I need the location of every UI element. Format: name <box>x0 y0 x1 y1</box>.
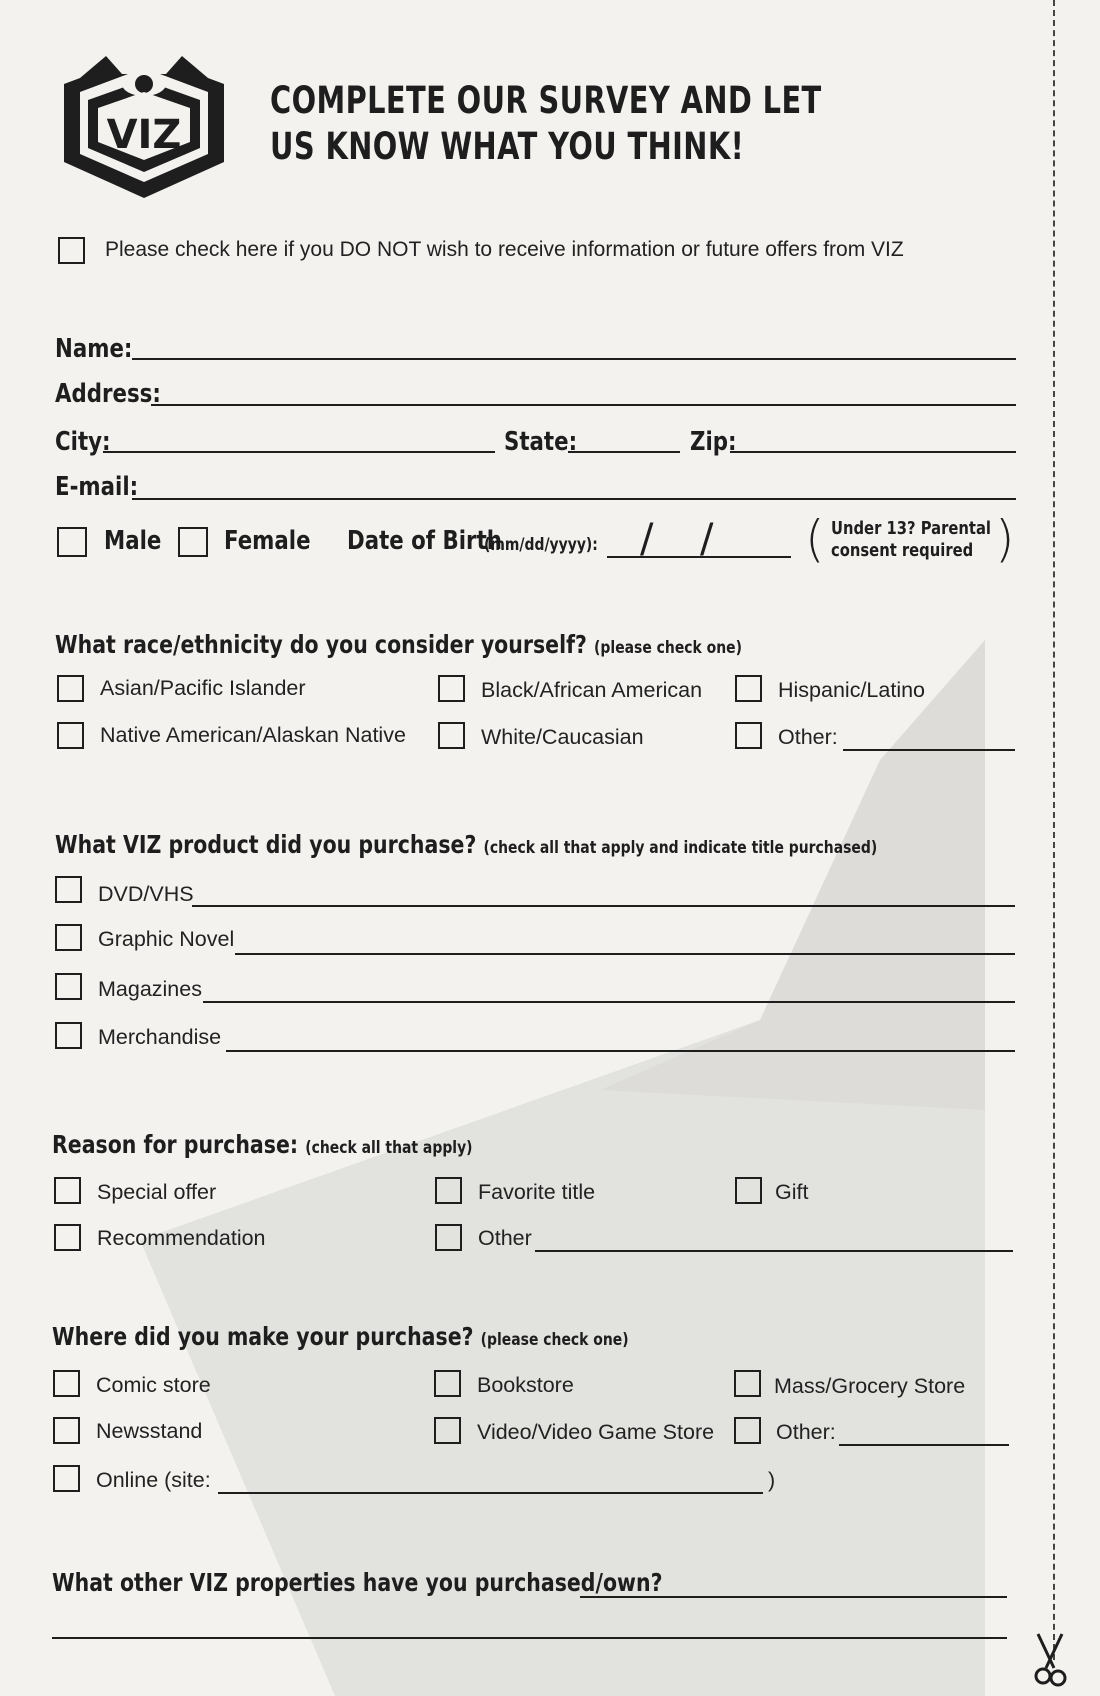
state-field[interactable] <box>568 451 680 453</box>
product-label-graphic-novel: Graphic Novel <box>98 927 235 951</box>
race-checkbox-white[interactable] <box>438 722 465 749</box>
where-other-field[interactable] <box>839 1444 1009 1446</box>
optout-label: Please check here if you DO NOT wish to receive information or future offers from VIZ <box>105 238 904 261</box>
reason-checkbox-special-offer[interactable] <box>54 1177 81 1204</box>
reason-checkbox-favorite-title[interactable] <box>435 1177 462 1204</box>
consent-note-line1: Under 13? Parental <box>831 518 991 539</box>
reason-other-field[interactable] <box>535 1250 1013 1252</box>
dob-separator-2: / <box>700 516 714 562</box>
product-checkbox-dvd[interactable] <box>55 876 82 903</box>
male-checkbox[interactable] <box>57 527 87 557</box>
address-field[interactable] <box>151 404 1016 406</box>
race-hint: (please check one) <box>594 638 743 658</box>
optout-checkbox[interactable] <box>58 237 85 264</box>
properties-field-1[interactable] <box>580 1596 1007 1598</box>
address-label: Address: <box>55 379 161 409</box>
race-label-black: Black/African American <box>481 678 703 702</box>
product-label-magazines: Magazines <box>98 977 202 1001</box>
city-label: City: <box>55 427 111 457</box>
reason-label-recommendation: Recommendation <box>97 1226 266 1250</box>
viz-logo <box>58 44 230 202</box>
email-field[interactable] <box>132 498 1016 500</box>
reason-question <box>52 1130 473 1159</box>
product-label-merchandise: Merchandise <box>98 1025 222 1049</box>
race-checkbox-asian[interactable] <box>57 675 84 702</box>
where-hint: (please check one) <box>480 1330 629 1350</box>
reason-hint: (check all that apply) <box>305 1138 473 1158</box>
race-label-other: Other: <box>778 725 838 749</box>
product-question-text: What VIZ product did you purchase? <box>55 830 477 859</box>
race-label-white: White/Caucasian <box>481 725 644 749</box>
where-online-close-paren: ) <box>768 1468 776 1492</box>
reason-label-gift: Gift <box>775 1180 809 1204</box>
race-label-hispanic: Hispanic/Latino <box>778 678 926 702</box>
consent-note-line2: consent required <box>831 540 974 561</box>
where-label-newsstand: Newsstand <box>96 1419 203 1443</box>
race-checkbox-native[interactable] <box>57 722 84 749</box>
race-checkbox-other[interactable] <box>735 722 762 749</box>
where-label-bookstore: Bookstore <box>477 1373 574 1397</box>
where-label-online: Online (site: <box>96 1468 211 1492</box>
name-label: Name: <box>55 334 133 364</box>
product-question <box>55 830 877 859</box>
properties-question: What other VIZ properties have you purchased/own? <box>52 1568 663 1597</box>
scissors-icon <box>1030 1632 1070 1690</box>
where-label-mass-grocery: Mass/Grocery Store <box>774 1374 966 1398</box>
product-checkbox-magazines[interactable] <box>55 973 82 1000</box>
state-label: State: <box>504 427 578 457</box>
dob-separator-1: / <box>640 516 654 562</box>
cut-line <box>1053 0 1055 1660</box>
product-merchandise-title-field[interactable] <box>226 1050 1015 1052</box>
race-question-text: What race/ethnicity do you consider yourself? <box>55 630 587 659</box>
race-other-field[interactable] <box>843 749 1015 751</box>
race-question <box>55 630 742 659</box>
where-label-other: Other: <box>776 1420 836 1444</box>
where-checkbox-newsstand[interactable] <box>53 1417 80 1444</box>
reason-label-other: Other <box>478 1226 532 1250</box>
product-checkbox-graphic-novel[interactable] <box>55 924 82 951</box>
zip-field[interactable] <box>730 451 1016 453</box>
dob-label: Date of Birth <box>347 526 502 556</box>
survey-title-line1: COMPLETE OUR SURVEY AND LET <box>270 79 822 122</box>
race-label-native: Native American/Alaskan Native <box>100 723 406 747</box>
city-field[interactable] <box>103 451 495 453</box>
reason-question-text: Reason for purchase: <box>52 1130 299 1159</box>
race-label-asian: Asian/Pacific Islander <box>100 676 306 700</box>
where-checkbox-online[interactable] <box>53 1465 80 1492</box>
reason-label-favorite-title: Favorite title <box>478 1180 596 1204</box>
product-magazines-title-field[interactable] <box>203 1001 1015 1003</box>
where-question <box>52 1322 629 1351</box>
female-label: Female <box>224 526 311 556</box>
zip-label: Zip: <box>690 427 737 457</box>
survey-title-line2: US KNOW WHAT YOU THINK! <box>270 125 745 168</box>
female-checkbox[interactable] <box>178 527 208 557</box>
male-label: Male <box>104 526 162 556</box>
dob-format-hint: (mm/dd/yyyy): <box>484 535 598 555</box>
dob-field[interactable] <box>607 556 791 558</box>
where-label-video-store: Video/Video Game Store <box>477 1420 715 1444</box>
product-dvd-title-field[interactable] <box>192 905 1015 907</box>
reason-checkbox-recommendation[interactable] <box>54 1224 81 1251</box>
product-graphic-novel-title-field[interactable] <box>235 953 1015 955</box>
consent-paren-left: ( <box>805 510 825 568</box>
where-checkbox-mass-grocery[interactable] <box>734 1370 761 1397</box>
where-checkbox-video-store[interactable] <box>434 1417 461 1444</box>
name-field[interactable] <box>132 358 1016 360</box>
product-label-dvd: DVD/VHS <box>98 882 194 906</box>
race-checkbox-hispanic[interactable] <box>735 675 762 702</box>
reason-checkbox-other[interactable] <box>435 1224 462 1251</box>
where-checkbox-bookstore[interactable] <box>434 1370 461 1397</box>
reason-checkbox-gift[interactable] <box>735 1177 762 1204</box>
product-checkbox-merchandise[interactable] <box>55 1022 82 1049</box>
product-hint: (check all that apply and indicate title purchased) <box>483 838 878 858</box>
race-checkbox-black[interactable] <box>438 675 465 702</box>
properties-field-2[interactable] <box>52 1637 1007 1639</box>
logo-text: VIZ <box>106 112 182 158</box>
where-question-text: Where did you make your purchase? <box>52 1322 474 1351</box>
where-checkbox-other[interactable] <box>734 1417 761 1444</box>
where-online-site-field[interactable] <box>218 1492 763 1494</box>
consent-paren-right: ) <box>995 510 1015 568</box>
reason-label-special-offer: Special offer <box>97 1180 217 1204</box>
email-label: E-mail: <box>55 472 139 502</box>
where-label-comic-store: Comic store <box>96 1373 211 1397</box>
where-checkbox-comic-store[interactable] <box>53 1370 80 1397</box>
